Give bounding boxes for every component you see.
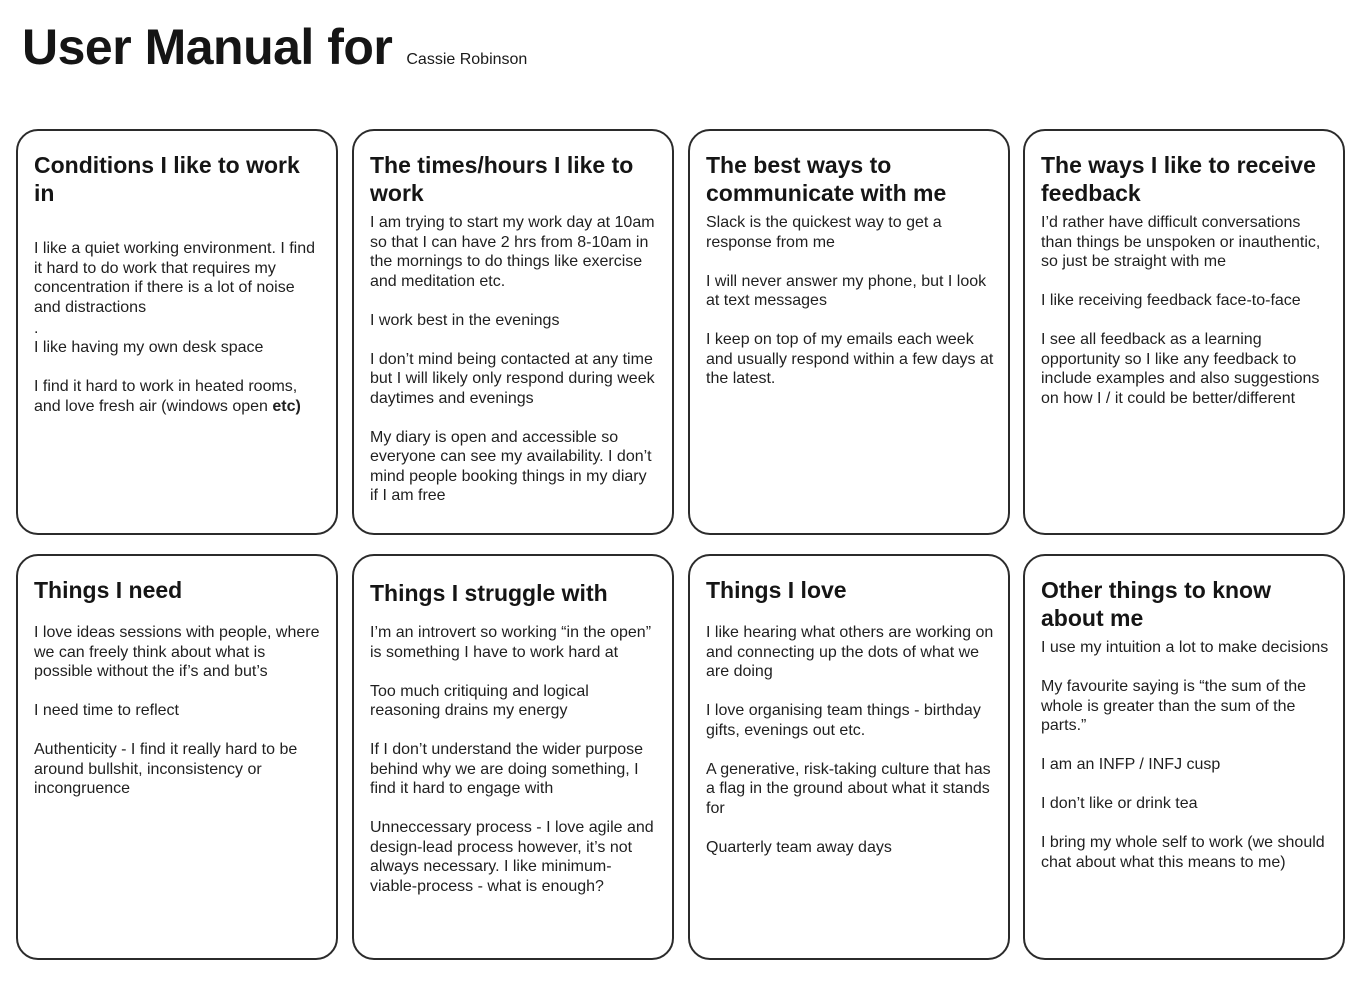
card-times-hours [352,129,674,535]
card-title: The best ways to communicate with me [706,152,947,206]
card-title: Things I struggle with [370,580,608,606]
card-paragraph: Authenticity - I find it really hard to be around bullshit, inconsistency or incongruence [34,741,298,797]
card-paragraph: I work best in the evenings [370,311,560,329]
card-paragraph: Too much critiquing and logical reasoning drains my energy [370,682,589,719]
stray-dot: . [34,320,39,337]
card-paragraph: I bring my whole self to work (we should chat about what this means to me) [1041,834,1325,871]
emphasis-text: etc) [272,397,301,415]
card-title: Things I need [34,577,183,603]
card-paragraph: I like having my own desk space [34,339,264,356]
card-paragraph: I keep on top of my emails each week and usually respond within a few days at the latest. [706,331,994,387]
card-title: Other things to know about me [1041,577,1271,631]
card-paragraph: I don’t mind being contacted at any time but I will likely only respond during week daytimes and evenings [370,350,655,407]
card-title: The ways I like to receive feedback [1041,152,1316,206]
card-paragraph: I don’t like or drink tea [1041,795,1198,812]
card-paragraph: A generative, risk-taking culture that has a flag in the ground about what it stands for [706,760,991,817]
card-paragraph: My favourite saying is “the sum of the whole is greater than the sum of the parts.” [1041,678,1306,734]
card-things-i-need [16,554,338,960]
card-paragraph: I love ideas sessions with people, where we can freely think about what is possible without the if’s and but’s [34,624,320,680]
card-things-i-struggle-with [352,554,674,960]
subject-name: Cassie Robinson [406,51,528,68]
card-paragraph: If I don’t understand the wider purpose behind why we are doing something, I find it hard to engage with [370,741,644,797]
card-other-things-to-know [1023,554,1345,960]
card-paragraph: Quarterly team away days [706,838,892,856]
card-paragraph: I love organising team things - birthday gifts, evenings out etc. [706,702,981,739]
card-paragraph: I like hearing what others are working on and connecting up the dots of what we are doing [706,624,994,680]
card-paragraph: Slack is the quickest way to get a response from me [706,214,942,251]
card-title: Conditions I like to work in [34,152,300,206]
card-paragraph: I see all feedback as a learning opportunity so I like any feedback to include examples and also suggestions on how I / it could be better/different [1041,331,1320,407]
card-paragraph: I use my intuition a lot to make decisions [1041,639,1329,656]
card-paragraph: I need time to reflect [34,702,179,719]
card-best-ways-to-communicate [688,129,1010,535]
page-title: User Manual for [22,19,393,75]
paragraph-text: I find it hard to work in heated rooms, and love fresh air (windows open [34,378,298,415]
card-paragraph: I’d rather have difficult conversations than things be unspoken or inauthentic, so just be straight with me [1041,214,1321,270]
card-things-i-love [688,554,1010,960]
card-paragraph: I am trying to start my work day at 10am so that I can have 2 hrs from 8-10am in the mornings to do things like exercise and meditation etc. [370,214,655,290]
page-header [22,18,527,76]
card-receive-feedback [1023,129,1345,535]
card-paragraph [34,377,322,416]
card-title: Things I love [706,577,847,603]
card-paragraph: I like a quiet working environment. I find it hard to do work that requires my concentration if there is a lot of noise and distractions [34,240,316,316]
card-paragraph: Unneccessary process - I love agile and design-lead process however, it’s not always necessary. I like minimum-viable-process - what is enough? [370,819,654,895]
card-paragraph: My diary is open and accessible so everyone can see my availability. I don’t mind people booking things in my diary if I am free [370,428,652,504]
card-conditions-to-work-in [16,129,338,535]
card-paragraph: I like receiving feedback face-to-face [1041,292,1301,309]
card-paragraph: I’m an introvert so working “in the open” is something I have to work hard at [370,624,652,661]
card-paragraph: I am an INFP / INFJ cusp [1041,756,1221,773]
card-paragraph: I will never answer my phone, but I look at text messages [706,272,987,309]
card-title: The times/hours I like to work [370,152,634,206]
